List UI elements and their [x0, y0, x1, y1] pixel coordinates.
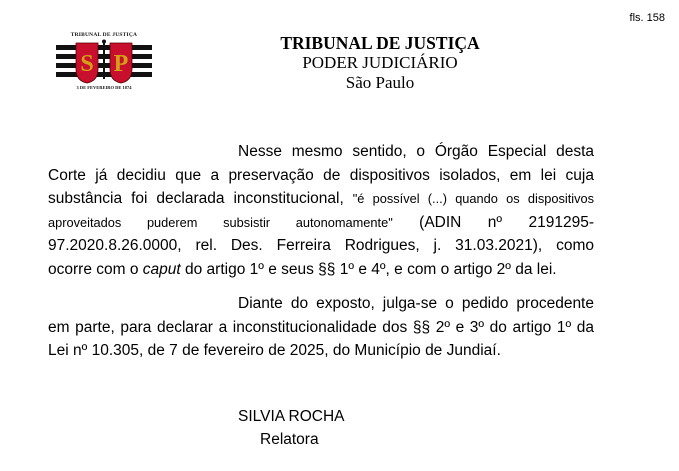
text-span: Nesse mesmo sentido, o Órgão Especial desta	[238, 143, 594, 160]
latin-term: caput	[142, 260, 181, 278]
text-span: ocorre com o	[48, 260, 143, 278]
text-line	[48, 292, 594, 316]
signature-block	[48, 405, 594, 451]
text-span: Diante do exposto, julga-se o pedido procedente	[238, 295, 594, 312]
seal-emblem-icon	[52, 39, 156, 85]
signatory-name: SILVIA ROCHA	[238, 408, 345, 425]
branch-name: PODER JUDICIÁRIO	[302, 53, 458, 72]
paragraph-precedent	[48, 140, 594, 281]
seal-bottom-text: 3 DE FEVEREIRO DE 1874	[76, 85, 132, 90]
text-span: substância foi declarada inconstitucional,	[48, 190, 353, 207]
seal-left-letter: S	[80, 51, 94, 77]
court-seal	[52, 32, 156, 92]
text-line: 97.2020.8.26.0000, rel. Des. Ferreira Rodrigues, j. 31.03.2021), como	[48, 237, 594, 254]
text-line: Lei nº 10.305, de 7 de fevereiro de 2025, do Município de Jundiaí.	[48, 342, 501, 359]
quoted-text: aproveitados puderem subsistir autonomamente"	[48, 214, 393, 230]
seal-right-letter: P	[113, 51, 129, 77]
seal-top-text: TRIBUNAL DE JUSTIÇA	[70, 32, 138, 38]
text-line	[48, 211, 594, 235]
text-line	[48, 187, 594, 211]
text-span: (ADIN nº 2191295-	[392, 213, 594, 231]
page-number: fls. 158	[629, 12, 665, 24]
text-line	[48, 140, 594, 164]
text-line: Corte já decidiu que a preservação de dispositivos isolados, em lei cuja	[48, 166, 594, 184]
text-span: do artigo 1º e seus §§ 1º e 4º, e com o artigo 2º da lei.	[180, 260, 557, 278]
document-header	[210, 33, 550, 93]
city-name: São Paulo	[345, 73, 415, 92]
quoted-text: "é possível (...) quando os dispositivos	[352, 191, 595, 206]
court-name: TRIBUNAL DE JUSTIÇA	[280, 33, 480, 53]
text-line	[48, 258, 594, 282]
document-body	[48, 140, 594, 363]
text-line: em parte, para declarar a inconstitucionalidade dos §§ 2º e 3º do artigo 1º da	[48, 318, 594, 336]
signatory-role: Relatora	[260, 431, 319, 448]
paragraph-decision	[48, 292, 594, 363]
